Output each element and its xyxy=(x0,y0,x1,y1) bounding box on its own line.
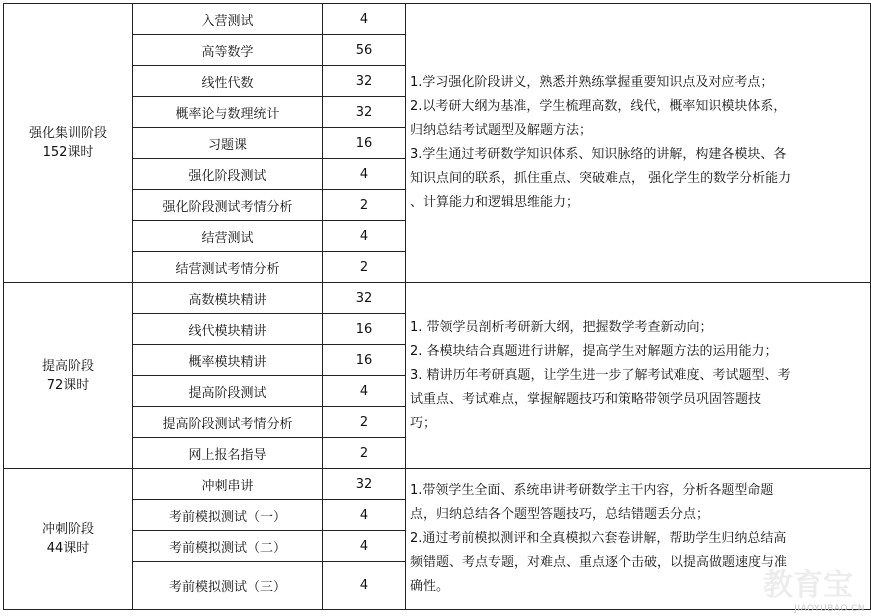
course-name-cell: 概率论与数理统计 xyxy=(133,97,323,128)
course-hours-cell: 4 xyxy=(323,4,406,35)
description-line: 确性。 xyxy=(410,579,450,594)
course-hours-cell: 4 xyxy=(323,159,406,190)
table-row xyxy=(4,469,871,500)
course-schedule-body xyxy=(4,4,871,610)
course-hours-cell: 56 xyxy=(323,35,406,66)
course-hours-cell: 32 xyxy=(323,97,406,128)
course-name-cell: 强化阶段测试考情分析 xyxy=(133,190,323,221)
stage-description-cell xyxy=(406,283,871,469)
stage-hours: 44课时 xyxy=(46,541,90,556)
course-name-cell: 结营测试 xyxy=(133,221,323,252)
description-line: 2.通过考前模拟测评和全真模拟六套卷讲解，帮助学生归纳总结高 xyxy=(410,531,787,546)
description-line: 1. 带领学员剖析考研新大纲，把握数学考查新动向； xyxy=(410,319,713,335)
watermark-logo-text: 教育宝 xyxy=(763,568,853,603)
course-name-cell: 入营测试 xyxy=(133,4,323,35)
description-line: 点，归纳总结各个题型答题技巧，总结错题丢分点； xyxy=(410,507,710,522)
description-line: 1.学习强化阶段讲义，熟悉并熟练掌握重要知识点及对应考点； xyxy=(410,75,774,90)
course-name-cell: 习题课 xyxy=(133,128,323,159)
description-line: 2.以考研大纲为基准，学生梳理高数，线代，概率知识模块体系， xyxy=(410,99,787,114)
course-hours-cell: 16 xyxy=(323,345,406,376)
course-hours-cell: 4 xyxy=(323,221,406,252)
description-line: 3.学生通过考研数学知识体系、知识脉络的讲解，构建各模块、各 xyxy=(410,147,787,162)
course-name-cell: 提高阶段测试考情分析 xyxy=(133,407,323,438)
stage-name: 强化集训阶段 xyxy=(28,126,107,141)
table-row xyxy=(4,283,871,314)
course-schedule-table xyxy=(3,3,871,610)
course-name-cell: 提高阶段测试 xyxy=(133,376,323,407)
course-name-cell: 结营测试考情分析 xyxy=(133,252,323,283)
description-line: 2. 各模块结合真题进行讲解，提高学生对解题方法的运用能力； xyxy=(410,343,778,359)
course-hours-cell: 2 xyxy=(323,438,406,469)
course-hours-cell: 32 xyxy=(323,66,406,97)
course-hours-cell: 4 xyxy=(323,500,406,531)
stage-cell xyxy=(4,469,133,610)
course-name-cell: 高数模块精讲 xyxy=(133,283,323,314)
stage-description-cell xyxy=(406,4,871,283)
description-line: 归纳总结考试题型及解题方法； xyxy=(410,123,593,138)
course-name-cell: 强化阶段测试 xyxy=(133,159,323,190)
course-hours-cell: 16 xyxy=(323,314,406,345)
description-line: 频错题、考点专题，对难点、重点逐个击破，以提高做题速度与准 xyxy=(410,555,788,570)
course-name-cell: 考前模拟测试（二） xyxy=(133,531,323,562)
course-name-cell: 线代模块精讲 xyxy=(133,314,323,345)
course-hours-cell: 4 xyxy=(323,531,406,562)
course-hours-cell: 32 xyxy=(323,469,406,500)
course-hours-cell: 4 xyxy=(323,562,406,610)
course-hours-cell: 2 xyxy=(323,252,406,283)
stage-name: 提高阶段 xyxy=(41,358,94,374)
watermark-url: JIAOYUBAO.CN xyxy=(794,604,865,614)
stage-cell xyxy=(4,4,133,283)
course-name-cell: 线性代数 xyxy=(133,66,323,97)
description-line: 、计算能力和逻辑思维能力； xyxy=(410,195,580,210)
course-hours-cell: 32 xyxy=(323,283,406,314)
table-row xyxy=(4,4,871,35)
course-hours-cell: 16 xyxy=(323,128,406,159)
course-name-cell: 考前模拟测试（三） xyxy=(133,562,323,610)
course-name-cell: 冲刺串讲 xyxy=(133,469,323,500)
stage-cell xyxy=(4,283,133,469)
course-name-cell: 概率模块精讲 xyxy=(133,345,323,376)
description-line: 1.带领学生全面、系统串讲考研数学主干内容，分析各题型命题 xyxy=(410,483,774,498)
description-line: 知识点间的联系，抓住重点、突破难点， 强化学生的数学分析能力 xyxy=(410,171,792,186)
stage-hours: 72课时 xyxy=(46,377,90,393)
description-line: 巧； xyxy=(410,415,437,431)
course-name-cell: 网上报名指导 xyxy=(133,438,323,469)
course-hours-cell: 4 xyxy=(323,376,406,407)
course-name-cell: 高等数学 xyxy=(133,35,323,66)
course-name-cell: 考前模拟测试（一） xyxy=(133,500,323,531)
course-hours-cell: 2 xyxy=(323,407,406,438)
stage-hours: 152课时 xyxy=(42,145,94,160)
course-hours-cell: 2 xyxy=(323,190,406,221)
description-line: 3. 精讲历年考研真题，让学生进一步了解考试难度、考试题型、考 xyxy=(410,367,791,383)
stage-name: 冲刺阶段 xyxy=(41,522,94,537)
description-line: 试重点、考试难点，掌握解题技巧和策略带领学员巩固答题技 xyxy=(410,391,762,407)
